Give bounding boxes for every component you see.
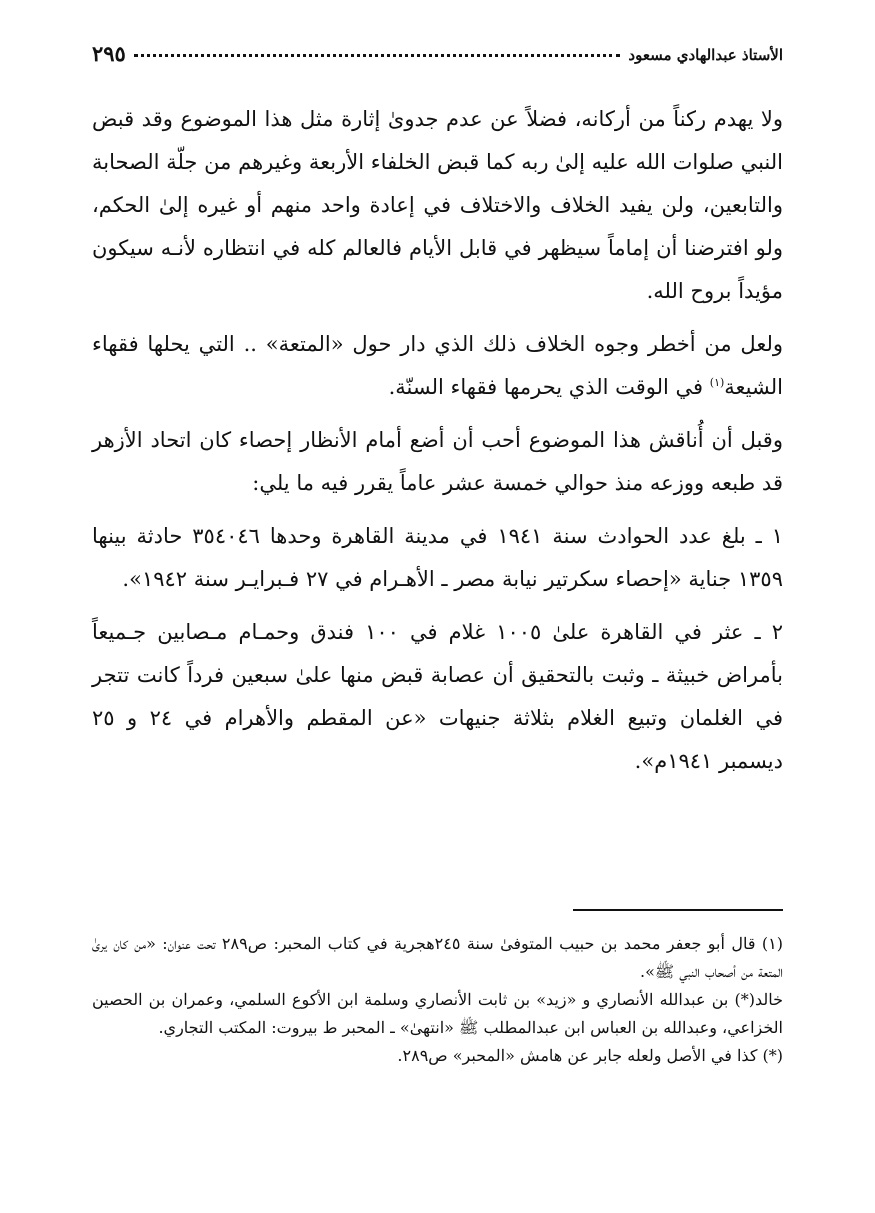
footnotes xyxy=(92,930,783,1070)
footnote-1-list: خالد(*) بن عبدالله الأنصاري و «زيد» بن ثابت الأنصاري وسلمة ابن الأكوع السلمي، وعمران بن الحصين الخزاعي، وعبدالله بن العباس ابن عبدالمطلب ﷺ «انتهىٰ» ـ المحبر ط بيروت: المكتب التجاري. xyxy=(92,990,784,1037)
main-text xyxy=(92,98,783,783)
paragraph-3: وقبل أن أُناقش هذا الموضوع أحب أن أضع أمام الأنظار إحصاء كان اتحاد الأزهر قد طبعه ووزعه منذ حوالي خمسة عشر عاماً يقرر فيه ما يلي: xyxy=(92,428,783,495)
page-number: ٢٩٥ xyxy=(92,41,126,66)
footnote-1: (١) قال أبو جعفر محمد بن حبيب المتوفىٰ سنة ٢٤٥هجرية في كتاب المحبر: ص٢٨٩ تحت عنوان: «من كان يرىٰ المتعة من أصحاب النبي ﷺ». xyxy=(92,934,784,981)
paragraph-2-text-end: في الوقت الذي يحرمها فقهاء السنّة. xyxy=(388,375,710,399)
paragraph-4: ١ ـ بلغ عدد الحوادث سنة ١٩٤١ في مدينة القاهرة وحدها ٣٥٤٠٤٦ حادثة بينها ١٣٥٩ جناية «إحصاء سكرتير نيابة مصر ـ الأهـرام في ٢٧ فـبرايـر سنة ١٩٤٢». xyxy=(92,524,783,591)
footnote-separator xyxy=(573,909,783,911)
dotted-leader xyxy=(134,53,621,57)
paragraph-2-text: ولعل من أخطر وجوه الخلاف ذلك الذي دار حول «المتعة» .. التي يحلها فقهاء الشيعة xyxy=(92,332,783,399)
paragraph-2 xyxy=(92,323,783,409)
footnote-marker: (١) xyxy=(709,376,725,389)
page-header xyxy=(92,32,783,64)
paragraph-5: ٢ ـ عثر في القاهرة علىٰ ١٠٠٥ غلام في ١٠٠ فندق وحمـام مـصابين جـميعاً بأمراض خبيثة ـ وثبت بالتحقيق أن عصابة قبض منها علىٰ سبعين فرداً كانت تتجر في الغلمان وتبيع الغلام بثلاثة جنيهات «عن المقطم والأهرام في ٢٤ و ٢٥ ديسمبر ١٩٤١م». xyxy=(92,620,783,773)
running-title: الأستاذ عبدالهادي مسعود xyxy=(628,46,783,64)
paragraph-1: ولا يهدم ركناً من أركانه، فضلاً عن عدم جدوىٰ إثارة مثل هذا الموضوع وقد قبض النبي صلوات الله عليه إلىٰ ربه كما قبض الخلفاء الأربعة وغيرهم من جلّة الصحابة والتابعين، ولن يفيد الخلاف والاختلاف في إعادة واحد منهم أو غيره إلىٰ الحكم، ولو افترضنا أن إماماً سيظهر في قابل الأيام فالعالم كله في انتظاره لأنـه سيكون مؤيداً بروح الله. xyxy=(92,107,783,303)
footnote-star: (*) كذا في الأصل ولعله جابر عن هامش «المحبر» ص٢٨٩. xyxy=(397,1046,783,1065)
